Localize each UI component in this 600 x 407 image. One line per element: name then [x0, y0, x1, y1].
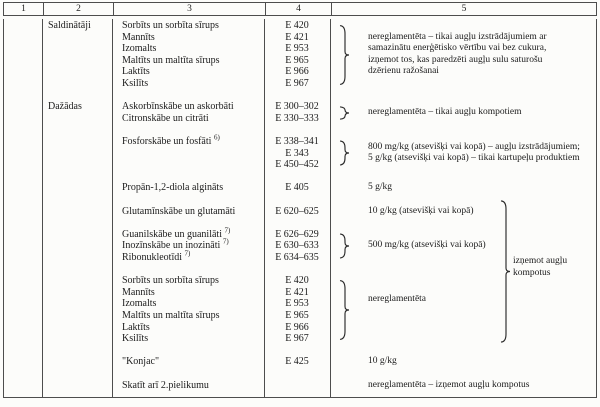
substance-list: [122, 206, 262, 218]
e-code: E 405: [285, 182, 309, 194]
substance-name: Citronskābe un citrāti: [122, 112, 209, 124]
substance-list: [122, 182, 262, 194]
e-code-list: [264, 275, 330, 345]
side-note-line: kompotus: [513, 267, 551, 278]
header-col-3: 3: [113, 3, 265, 15]
table-header-row: [3, 2, 597, 16]
substance-name: Skatīt arī 2.pielikumu: [122, 379, 209, 391]
table-block: [3, 182, 597, 194]
condition-line: 10 g/kg: [368, 356, 397, 367]
e-code: E 965: [285, 309, 309, 321]
table-block: [3, 356, 597, 368]
e-code: E 967: [285, 333, 309, 345]
header-col-1: 1: [21, 4, 26, 14]
condition-text: [368, 107, 522, 119]
condition-line: nereglamentēta – tikai augļu kompotiem: [368, 106, 522, 117]
e-code: E 953: [285, 298, 309, 310]
e-code: E 966: [285, 66, 309, 78]
header-col-2: 2: [43, 3, 113, 15]
footnote-marker: 7): [222, 238, 229, 246]
side-note: [513, 256, 593, 279]
e-code: E 421: [285, 286, 309, 298]
e-code-list: [264, 229, 330, 264]
substance-name: Sorbīts un sorbīta sīrups: [122, 275, 219, 287]
e-code: E 338–341: [275, 135, 319, 147]
substance-name: Maltīts un maltīta sīrups: [122, 54, 220, 66]
e-code: E 634–635: [275, 251, 319, 263]
e-code: E 626–629: [275, 228, 319, 240]
e-code: E 343: [285, 147, 309, 159]
e-code: E 420: [285, 20, 309, 31]
substance-name: Ksilīts: [122, 333, 149, 345]
e-code: E 965: [285, 54, 309, 66]
group-brace-icon: [339, 280, 350, 341]
footnote-marker: 7): [184, 249, 191, 258]
condition-cell: [330, 275, 596, 345]
condition-line: 10 g/kg (atsevišķi vai kopā): [368, 205, 474, 216]
substance-name: Glutamīnskābe un glutamāti: [122, 205, 236, 217]
condition-cell: [330, 101, 596, 124]
substance-name: Ksilīts: [122, 77, 149, 89]
category-label: Saldinātāji: [48, 20, 91, 31]
condition-line: 5 g/kg: [368, 182, 393, 193]
e-code-list: [264, 206, 330, 218]
e-code-list: [264, 182, 330, 194]
e-code: E 300–302: [275, 101, 319, 113]
condition-line: 5 g/kg (atsevišķi vai kopā) – tikai kartupeļu produktiem: [368, 153, 580, 164]
e-code: E 425: [285, 356, 309, 368]
e-code: E 450–452: [275, 159, 319, 171]
substance-name: Ribonukleotīdi $^{7)}$: [122, 249, 191, 263]
substance-list: [122, 226, 262, 264]
e-code: E 630–633: [275, 240, 319, 252]
condition-cell: [330, 356, 596, 368]
condition-text: [368, 182, 392, 194]
substance-list: [122, 275, 262, 345]
substance-name: "Konjac": [122, 356, 160, 368]
table-block: [3, 133, 597, 171]
table-bottom-border: [3, 397, 597, 398]
e-code-list: [264, 20, 330, 90]
header-col-5: 5: [331, 3, 596, 15]
condition-cell: [330, 380, 596, 392]
substance-name: Inozīnskābe un inozināti $^{7)}$: [122, 238, 229, 252]
group-brace-icon: [339, 233, 350, 259]
condition-line: izņemot tos, kas paredzēti augļu sulu saturošu: [368, 54, 543, 65]
condition-line: nereglamentēta – tikai augļu izstrādājumiem ar: [368, 31, 547, 42]
e-code-list: [264, 136, 330, 171]
table-block: [3, 20, 597, 90]
substance-name: Propān-1,2-diola algināts: [122, 182, 224, 194]
substance-list: [122, 133, 262, 148]
condition-cell: [330, 136, 596, 171]
side-note-line: izņemot augļu: [513, 256, 568, 266]
substance-name: Mannīts: [122, 286, 155, 298]
e-code-list: [264, 356, 330, 368]
e-code: E 967: [285, 77, 309, 89]
condition-line: 800 mg/kg (atsevišķi vai kopā) – augļu izstrādājumiem;: [368, 141, 580, 152]
e-code-list: [264, 101, 330, 124]
substance-name: Laktīts: [122, 321, 150, 333]
e-code: E 330–333: [275, 112, 319, 124]
group-span-brace-icon: [500, 200, 511, 343]
table-block: [3, 101, 597, 124]
condition-text: [368, 206, 474, 218]
substance-name: Guanilskābe un guanilāti $^{7)}$: [122, 226, 231, 240]
table-block: [3, 380, 597, 392]
condition-text: [368, 294, 426, 306]
condition-text: [368, 380, 529, 392]
substance-name: Mannīts: [122, 31, 155, 43]
category-label: Dažādas: [48, 101, 82, 113]
condition-text: [368, 356, 397, 368]
condition-line: nereglamentēta: [368, 294, 427, 305]
e-code: E 966: [285, 321, 309, 333]
substance-list: [122, 20, 262, 90]
substance-name: Askorbīnskābe un askorbāti: [122, 101, 234, 113]
condition-text: [368, 142, 580, 165]
substance-name: Maltīts un maltīta sīrups: [122, 309, 220, 321]
substance-name: Fosforskābe un fosfāti $^{6)}$: [122, 133, 220, 147]
condition-text: [368, 240, 486, 252]
condition-line: dzērienu ražošanai: [368, 66, 439, 77]
substance-name: Izomalts: [122, 298, 157, 310]
substance-list: [122, 356, 262, 368]
substance-name: Laktīts: [122, 66, 150, 78]
footnote-marker: 7): [224, 226, 231, 235]
condition-line: nereglamentēta – izņemot augļu kompotus: [368, 379, 530, 390]
condition-text: [368, 32, 547, 78]
condition-line: 500 mg/kg (atsevišķi vai kopā): [368, 240, 486, 251]
substance-name: Sorbīts un sorbīta sīrups: [122, 20, 219, 31]
footnote-marker: 6): [213, 133, 220, 142]
substance-list: [122, 380, 262, 392]
header-col-4: 4: [265, 3, 331, 15]
condition-line: samazinātu enerģētisko vērtību vai bez cukura,: [368, 43, 547, 54]
condition-cell: [330, 20, 596, 90]
condition-cell: [330, 206, 596, 218]
substance-list: [122, 101, 262, 124]
group-brace-icon: [339, 106, 350, 120]
condition-cell: [330, 182, 596, 194]
e-code: E 420: [285, 275, 309, 287]
group-brace-icon: [339, 25, 350, 86]
group-brace-icon: [339, 140, 350, 166]
e-code: E 620–625: [275, 205, 319, 217]
substance-name: Izomalts: [122, 43, 157, 55]
e-code: E 421: [285, 31, 309, 43]
e-code: E 953: [285, 43, 309, 55]
